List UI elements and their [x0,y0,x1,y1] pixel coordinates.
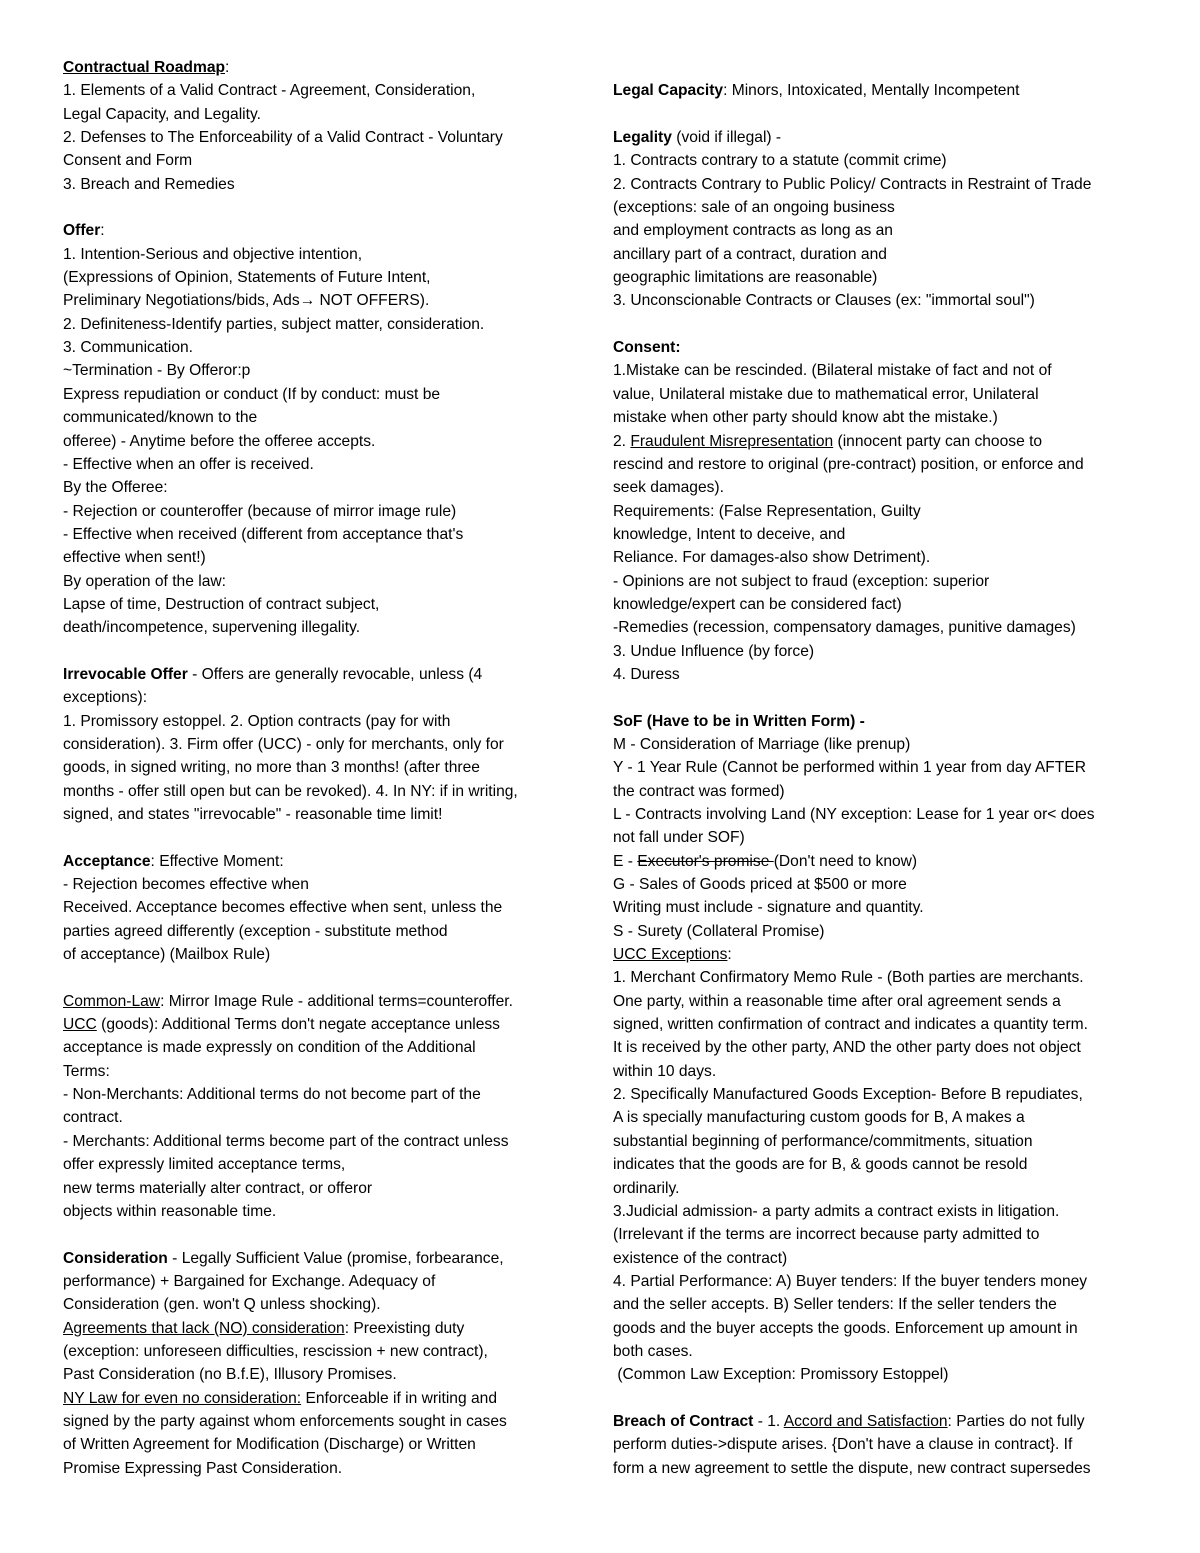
consent-line: mistake when other party should know abt the mistake.) [613,409,998,427]
spacer [613,313,1173,336]
consent-heading: Consent: [613,339,681,357]
roadmap-heading: Contractual Roadmap [63,59,226,76]
sof-line: Writing must include - signature and quantity. [613,899,924,917]
offer-line: communicated/known to the [63,409,258,427]
consent-line: - Opinions are not subject to fraud (exception: superior [613,572,990,590]
sof-line: L - Contracts involving Land (NY exception: Lease for 1 year or< does [613,806,1095,823]
spacer [63,640,593,663]
breach-heading-line [613,1410,1173,1433]
consent-line: Reliance. For damages-also show Detriment). [613,549,931,567]
executor-note: (Don't need to know) [773,852,918,870]
acceptance-heading-suffix: : Effective Moment: [150,852,284,870]
offer-line: Preliminary Negotiations/bids, Ads→ NOT OFFERS). [63,292,430,310]
consideration-line: Promise Expressing Past Consideration. [63,1459,343,1477]
consideration-heading: Consideration [63,1249,168,1267]
offer-heading-suffix: : [100,222,105,240]
roadmap-heading-line [63,56,593,79]
spacer [63,966,593,989]
irrevocable-line: months - offer still open but can be revoked). 4. In NY: if in writing, [63,782,518,800]
mirror-line: contract. [63,1109,123,1127]
legality-heading-line [613,126,1173,149]
sof-heading: SoF (Have to be in Written Form) - [613,712,865,730]
acceptance-line: parties agreed differently (exception - substitute method [63,922,448,940]
ucc-exception-line: A is specially manufacturing custom goods for B, A makes a [613,1109,1025,1127]
left-column [63,56,593,1480]
consideration-line: Past Consideration (no B.f.E), Illusory Promises. [63,1366,397,1384]
spacer [63,196,593,219]
roadmap-line: 1. Elements of a Valid Contract - Agreement, Consideration, [63,82,476,100]
mirror-line: Terms: [63,1062,110,1080]
sof-line: S - Surety (Collateral Promise) [613,922,825,940]
irrevocable-heading-suffix: - Offers are generally revocable, unless (4 [187,665,483,683]
legality-line: geographic limitations are reasonable) [613,269,878,287]
accord-text: : Parties do not fully [947,1412,1085,1430]
fraud-text: (innocent party can choose to [833,432,1043,450]
irrevocable-line: signed, and states "irrevocable" - reasonable time limit! [63,806,443,823]
ucc-exception-line: signed, written confirmation of contract and indicates a quantity term. [613,1016,1088,1034]
mirror-line: - Merchants: Additional terms become part of the contract unless [63,1132,509,1150]
breach-line: form a new agreement to settle the dispute, new contract supersedes [613,1459,1091,1477]
consent-line: knowledge, Intent to deceive, and [613,525,846,543]
consent-line: rescind and restore to original (pre-contract) position, or enforce and [613,455,1084,473]
consideration-line: performance) + Bargained for Exchange. Adequacy of [63,1272,436,1290]
consent-line: Requirements: (False Representation, Guilty [613,502,921,520]
ucc-line [63,1013,593,1036]
spacer [613,686,1173,709]
irrevocable-line: exceptions): [63,689,148,707]
ucc-exception-line: both cases. [613,1342,693,1360]
acceptance-line: Received. Acceptance becomes effective when sent, unless the [63,899,503,917]
capacity-heading: Legal Capacity [613,82,724,100]
mirror-line: acceptance is made expressly on condition of the Additional [63,1039,476,1057]
offer-line: By the Offeree: [63,479,168,497]
sof-line: Y - 1 Year Rule (Cannot be performed within 1 year from day AFTER [613,759,1086,777]
consent-line: seek damages). [613,479,724,497]
common-law-label: Common-Law [63,992,161,1010]
ucc-exception-line: substantial beginning of performance/commitments, situation [613,1132,1033,1150]
roadmap-line: 3. Breach and Remedies [63,175,235,193]
offer-line: - Rejection or counteroffer (because of mirror image rule) [63,502,457,520]
breach-heading-mid: - 1. [753,1412,784,1430]
consideration-heading-line [63,1247,593,1270]
legality-line: 3. Unconscionable Contracts or Clauses (ex: "immortal soul") [613,292,1035,310]
spacer [63,1223,593,1246]
sof-line: M - Consideration of Marriage (like prenup) [613,735,911,753]
offer-line: By operation of the law: [63,572,226,590]
acceptance-heading: Acceptance [63,852,151,870]
ucc-exception-line: One party, within a reasonable time after oral agreement sends a [613,992,1061,1010]
ucc-text: (goods): Additional Terms don't negate acceptance unless [96,1016,500,1034]
no-consideration-line [63,1317,593,1340]
acceptance-heading-line [63,850,593,873]
ucc-exception-line: (Irrelevant if the terms are incorrect because party admitted to [613,1226,1040,1244]
sof-line: G - Sales of Goods priced at $500 or more [613,876,907,894]
ny-law-label: NY Law for even no consideration: [63,1389,302,1407]
offer-line: effective when sent!) [63,549,206,567]
mirror-line: new terms materially alter contract, or offeror [63,1179,373,1197]
sof-line: not fall under SOF) [613,829,745,847]
ucc-exception-line: 3.Judicial admission- a party admits a contract exists in litigation. [613,1202,1060,1220]
offer-line: 2. Definiteness-Identify parties, subject matter, consideration. [63,315,485,333]
legality-line: 1. Contracts contrary to a statute (commit crime) [613,152,947,170]
legality-heading: Legality [613,129,672,147]
ucc-exceptions-heading: UCC Exceptions [613,946,728,964]
fraud-label: Fraudulent Misrepresentation [630,432,834,450]
mirror-line: offer expressly limited acceptance terms, [63,1156,346,1174]
consideration-heading-suffix: - Legally Sufficient Value (promise, forbearance, [167,1249,504,1267]
ucc-exception-line: 4. Partial Performance: A) Buyer tenders: If the buyer tenders money [613,1272,1088,1290]
no-consideration-label: Agreements that lack (NO) consideration [63,1319,345,1337]
offer-line: death/incompetence, supervening illegality. [63,619,361,637]
consent-line: knowledge/expert can be considered fact) [613,595,902,613]
fraud-prefix: 2. [613,432,631,450]
roadmap-line: Consent and Form [63,152,193,170]
ucc-exception-line: 2. Specifically Manufactured Goods Exception- Before B repudiates, [613,1086,1083,1104]
accord-label: Accord and Satisfaction [783,1412,948,1430]
ucc-exceptions-suffix: : [727,946,732,964]
sof-line: the contract was formed) [613,782,785,800]
ucc-exception-line: within 10 days. [613,1062,717,1080]
legality-line: (exceptions: sale of an ongoing business [613,199,895,217]
irrevocable-line: 1. Promissory estoppel. 2. Option contracts (pay for with [63,712,451,730]
ucc-label: UCC [63,1016,97,1034]
spacer [63,826,593,849]
consent-line: -Remedies (recession, compensatory damages, punitive damages) [613,619,1076,637]
ucc-exception-line: indicates that the goods are for B, & goods cannot be resold [613,1156,1028,1174]
spacer [613,103,1173,126]
legality-line: ancillary part of a contract, duration and [613,245,887,263]
legality-line: 2. Contracts Contrary to Public Policy/ Contracts in Restraint of Trade [613,175,1092,193]
consideration-line: Consideration (gen. won't Q unless shocking). [63,1296,381,1314]
acceptance-line: - Rejection becomes effective when [63,876,309,894]
executor-line [613,850,1173,873]
offer-heading-line [63,219,593,242]
capacity-line [613,79,1173,102]
executor-prefix: E - [613,852,638,870]
offer-heading: Offer [63,222,101,240]
ucc-exception-line: existence of the contract) [613,1249,788,1267]
consent-line: value, Unilateral mistake due to mathematical error, Unilateral [613,385,1039,403]
breach-line: perform duties->dispute arises. {Don't have a clause in contract}. If [613,1436,1073,1454]
capacity-text: : Minors, Intoxicated, Mentally Incompetent [723,82,1020,100]
consideration-line: of Written Agreement for Modification (Discharge) or Written [63,1436,476,1454]
ucc-exception-line: goods and the buyer accepts the goods. Enforcement up amount in [613,1319,1078,1337]
ucc-exception-line: and the seller accepts. B) Seller tenders: If the seller tenders the [613,1296,1057,1314]
consideration-line: (exception: unforeseen difficulties, rescission + new contract), [63,1342,488,1360]
roadmap-line: Legal Capacity, and Legality. [63,105,261,123]
mirror-line: - Non-Merchants: Additional terms do not become part of the [63,1086,481,1104]
common-law-line [63,990,593,1013]
offer-line: ~Termination - By Offeror:p [63,362,251,380]
offer-line: 1. Intention-Serious and objective intention, [63,245,363,263]
no-consideration-text: : Preexisting duty [344,1319,465,1337]
ucc-exception-line: 1. Merchant Confirmatory Memo Rule - (Both parties are merchants. [613,969,1084,987]
spacer [613,56,1173,79]
offer-line: (Expressions of Opinion, Statements of Future Intent, [63,269,431,287]
executor-struck-text: Executor's promise [637,852,774,870]
irrevocable-heading: Irrevocable Offer [63,665,188,683]
consent-line: 3. Undue Influence (by force) [613,642,815,660]
fraud-line [613,430,1173,453]
offer-line: Lapse of time, Destruction of contract subject, [63,595,380,613]
acceptance-line: of acceptance) (Mailbox Rule) [63,946,271,964]
right-column [613,56,1173,1480]
roadmap-heading-suffix: : [225,59,230,76]
consideration-line: signed by the party against whom enforcements sought in cases [63,1412,507,1430]
consent-line: 4. Duress [613,665,680,683]
offer-line: 3. Communication. [63,339,194,357]
common-law-text: : Mirror Image Rule - additional terms=counteroffer. [160,992,513,1010]
legality-heading-suffix: (void if illegal) - [671,129,782,147]
irrevocable-heading-line [63,663,593,686]
offer-line: Express repudiation or conduct (If by conduct: must be [63,385,441,403]
offer-line: - Effective when received (different from acceptance that's [63,525,464,543]
legality-line: and employment contracts as long as an [613,222,893,240]
offer-line: - Effective when an offer is received. [63,455,314,473]
offer-line: offeree) - Anytime before the offeree accepts. [63,432,376,450]
spacer [613,1387,1173,1410]
roadmap-line: 2. Defenses to The Enforceability of a Valid Contract - Voluntary [63,129,503,147]
ucc-exception-line: It is received by the other party, AND the other party does not object [613,1039,1081,1057]
ucc-exception-line: ordinarily. [613,1179,680,1197]
ucc-exceptions-heading-line [613,943,1173,966]
mirror-line: objects within reasonable time. [63,1202,277,1220]
irrevocable-line: consideration). 3. Firm offer (UCC) - only for merchants, only for [63,735,504,753]
breach-heading: Breach of Contract [613,1412,754,1430]
ny-law-line [63,1387,593,1410]
consent-line: 1.Mistake can be rescinded. (Bilateral mistake of fact and not of [613,362,1052,380]
ucc-exception-line: (Common Law Exception: Promissory Estoppel) [613,1366,949,1384]
irrevocable-line: goods, in signed writing, no more than 3 months! (after three [63,759,480,777]
ny-law-text: Enforceable if in writing and [301,1389,498,1407]
